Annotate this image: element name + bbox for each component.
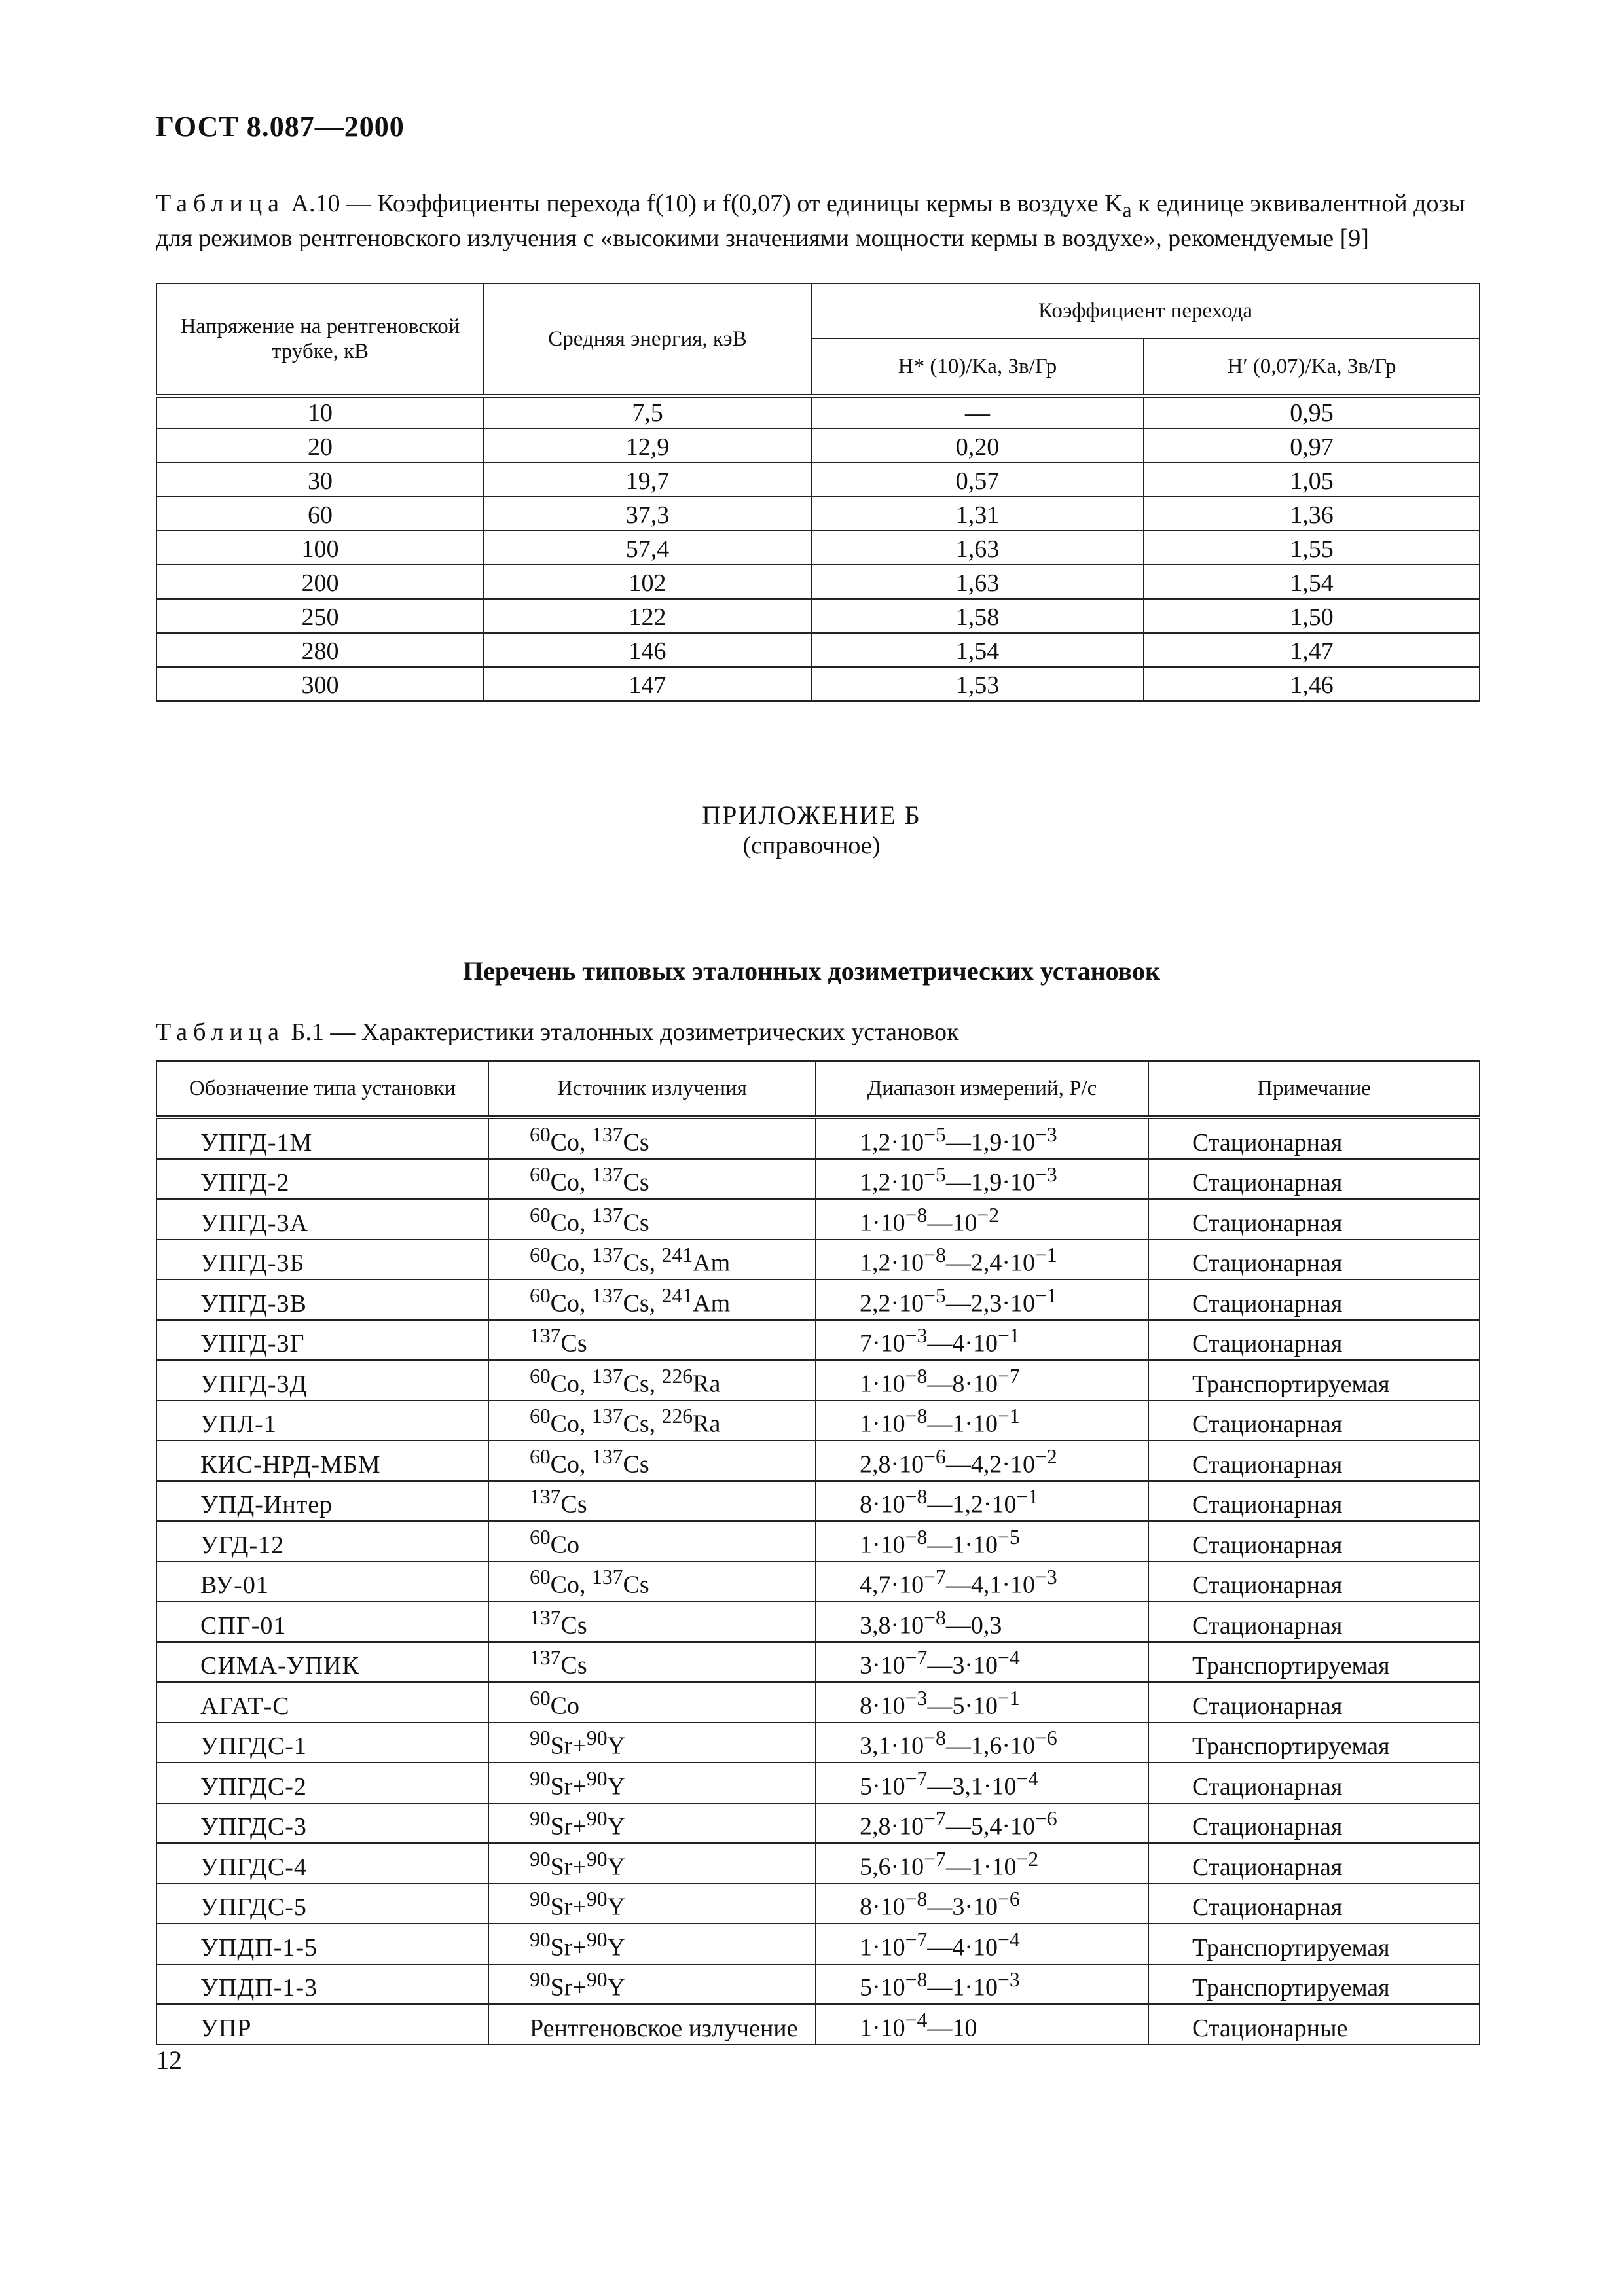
table-cell: УПГД-3Д xyxy=(156,1360,488,1401)
table-cell: 60 xyxy=(156,497,484,531)
dosimetry-installations-table xyxy=(156,1060,1480,2045)
table-row xyxy=(156,463,1480,497)
table-cell: 1,55 xyxy=(1144,531,1480,565)
table-row xyxy=(156,1682,1480,1723)
table-row xyxy=(156,2004,1480,2045)
table-cell: Стационарная xyxy=(1148,1682,1480,1723)
section-title: Перечень типовых эталонных дозиметрических установок xyxy=(462,956,1161,986)
header-voltage: Напряжение на рентгеновской трубке, кВ xyxy=(156,283,484,396)
table-cell: $^{60}$Co, $^{137}$Cs, $^{241}$Am xyxy=(488,1280,816,1320)
table-cell: 1,31 xyxy=(811,497,1144,531)
table-cell: $5,6\cdot 10^{-7}—1\cdot 10^{-2}$ xyxy=(816,1843,1148,1884)
table-row xyxy=(156,1320,1480,1361)
table-cell: 10 xyxy=(156,396,484,429)
table-cell: $^{90}$Sr+$^{90}$Y xyxy=(488,1924,816,1964)
table-row xyxy=(156,1280,1480,1320)
table-cell: УПГД-3Г xyxy=(156,1320,488,1361)
table-cell: УПГДС-4 xyxy=(156,1843,488,1884)
table-row xyxy=(156,1360,1480,1401)
table-row xyxy=(156,1843,1480,1884)
table-row xyxy=(156,1723,1480,1763)
table-cell: 1,46 xyxy=(1144,667,1480,701)
page-header: ГОСТ 8.087—2000 xyxy=(156,111,405,143)
table-cell: Стационарная xyxy=(1148,1562,1480,1602)
table-cell: 1,53 xyxy=(811,667,1144,701)
table-cell: 0,95 xyxy=(1144,396,1480,429)
table-row xyxy=(156,396,1480,429)
header-installation-type: Обозначение типа установки xyxy=(156,1061,488,1117)
table-cell: Стационарная xyxy=(1148,1602,1480,1642)
table-cell: АГАТ-С xyxy=(156,1682,488,1723)
table-cell: Стационарная xyxy=(1148,1401,1480,1441)
table-cell: $^{60}$Co, $^{137}$Cs xyxy=(488,1199,816,1240)
table-row xyxy=(156,1884,1480,1924)
table-cell: 1,36 xyxy=(1144,497,1480,531)
table-cell: 146 xyxy=(484,633,811,667)
table-cell: $^{137}$Cs xyxy=(488,1642,816,1683)
table-b-caption-lead: Таблица xyxy=(156,1018,285,1046)
table-cell: 1,58 xyxy=(811,599,1144,633)
table-cell: УПГД-2 xyxy=(156,1159,488,1200)
table-row xyxy=(156,1562,1480,1602)
table-cell: $^{60}$Co, $^{137}$Cs xyxy=(488,1117,816,1159)
table-cell: Рентгеновское излучение xyxy=(488,2004,816,2045)
table-cell: КИС-НРД-МБМ xyxy=(156,1441,488,1481)
table-cell: $^{60}$Co, $^{137}$Cs, $^{226}$Ra xyxy=(488,1401,816,1441)
table-cell: Стационарная xyxy=(1148,1117,1480,1159)
table-cell: 280 xyxy=(156,633,484,667)
table-cell: Стационарная xyxy=(1148,1884,1480,1924)
table-cell: 12,9 xyxy=(484,429,811,463)
table-row xyxy=(156,1763,1480,1803)
table-cell: Транспортируемая xyxy=(1148,1924,1480,1964)
table-cell: 200 xyxy=(156,565,484,599)
table-cell: Стационарная xyxy=(1148,1521,1480,1562)
table-row xyxy=(156,1642,1480,1683)
table-cell: $1,2\cdot 10^{-5}—1,9\cdot 10^{-3}$ xyxy=(816,1159,1148,1200)
table-cell: Стационарная xyxy=(1148,1199,1480,1240)
table-row xyxy=(156,633,1480,667)
table-cell: 1,63 xyxy=(811,531,1144,565)
table-cell: $1\cdot 10^{-8}—10^{-2}$ xyxy=(816,1199,1148,1240)
annex-title: ПРИЛОЖЕНИЕ Б xyxy=(702,800,921,830)
table-a-caption-text: А.10 — Коэффициенты перехода f(10) и f(0,07) от единицы кермы в воздухе K xyxy=(285,190,1123,217)
table-row xyxy=(156,1521,1480,1562)
table-row xyxy=(156,667,1480,701)
table-cell: УПГДС-5 xyxy=(156,1884,488,1924)
table-row xyxy=(156,429,1480,463)
table-cell: $^{60}$Co, $^{137}$Cs, $^{226}$Ra xyxy=(488,1360,816,1401)
table-row xyxy=(156,1924,1480,1964)
table-cell: $8\cdot 10^{-8}—3\cdot 10^{-6}$ xyxy=(816,1884,1148,1924)
table-cell: УПДП-1-3 xyxy=(156,1964,488,2005)
table-cell: $^{137}$Cs xyxy=(488,1320,816,1361)
table-b-caption-text: Б.1 — Характеристики эталонных дозиметрических установок xyxy=(285,1018,959,1046)
table-cell: СИМА-УПИК xyxy=(156,1642,488,1683)
table-cell: $8\cdot 10^{-3}—5\cdot 10^{-1}$ xyxy=(816,1682,1148,1723)
table-row xyxy=(156,565,1480,599)
table-row xyxy=(156,1401,1480,1441)
header-energy: Средняя энергия, кэВ xyxy=(484,283,811,396)
table-cell: Стационарная xyxy=(1148,1481,1480,1522)
table-row xyxy=(156,1117,1480,1159)
table-cell: $2,8\cdot 10^{-7}—5,4\cdot 10^{-6}$ xyxy=(816,1803,1148,1844)
table-cell: $^{137}$Cs xyxy=(488,1481,816,1522)
table-a-caption xyxy=(156,190,1478,252)
table-cell: УПГД-1М xyxy=(156,1117,488,1159)
table-cell: 1,05 xyxy=(1144,463,1480,497)
table-cell: $^{90}$Sr+$^{90}$Y xyxy=(488,1803,816,1844)
header-measurement-range: Диапазон измерений, Р/с xyxy=(816,1061,1148,1117)
table-cell: Стационарные xyxy=(1148,2004,1480,2045)
table-cell: $1\cdot 10^{-7}—4\cdot 10^{-4}$ xyxy=(816,1924,1148,1964)
table-cell: $^{60}$Co, $^{137}$Cs xyxy=(488,1562,816,1602)
table-cell: Стационарная xyxy=(1148,1240,1480,1280)
table-cell: Стационарная xyxy=(1148,1763,1480,1803)
table-cell: УПР xyxy=(156,2004,488,2045)
table-cell: УПГДС-2 xyxy=(156,1763,488,1803)
table-row xyxy=(156,1964,1480,2005)
table-cell: Стационарная xyxy=(1148,1320,1480,1361)
table-cell: $^{60}$Co xyxy=(488,1682,816,1723)
table-cell: УПГДС-1 xyxy=(156,1723,488,1763)
table-cell: Транспортируемая xyxy=(1148,1723,1480,1763)
table-row xyxy=(156,1441,1480,1481)
table-cell: СПГ-01 xyxy=(156,1602,488,1642)
table-cell: $3\cdot 10^{-7}—3\cdot 10^{-4}$ xyxy=(816,1642,1148,1683)
table-cell: $^{90}$Sr+$^{90}$Y xyxy=(488,1884,816,1924)
table-row xyxy=(156,1240,1480,1280)
table-cell: 20 xyxy=(156,429,484,463)
table-cell: 19,7 xyxy=(484,463,811,497)
table-cell: $^{60}$Co, $^{137}$Cs xyxy=(488,1441,816,1481)
table-cell: УПЛ-1 xyxy=(156,1401,488,1441)
table-cell: $1\cdot 10^{-8}—8\cdot 10^{-7}$ xyxy=(816,1360,1148,1401)
table-cell: 1,47 xyxy=(1144,633,1480,667)
table-cell: $1,2\cdot 10^{-8}—2,4\cdot 10^{-1}$ xyxy=(816,1240,1148,1280)
table-cell: 1,54 xyxy=(811,633,1144,667)
table-cell: Стационарная xyxy=(1148,1843,1480,1884)
table-cell: $1\cdot 10^{-4}—10$ xyxy=(816,2004,1148,2045)
header-h10: H* (10)/Kа, Зв/Гр xyxy=(811,338,1144,396)
table-cell: $^{90}$Sr+$^{90}$Y xyxy=(488,1763,816,1803)
table-row xyxy=(156,1803,1480,1844)
table-cell: 102 xyxy=(484,565,811,599)
table-cell: УПГД-3А xyxy=(156,1199,488,1240)
annex-subtitle: (справочное) xyxy=(742,832,881,859)
table-cell: $1,2\cdot 10^{-5}—1,9\cdot 10^{-3}$ xyxy=(816,1117,1148,1159)
table-cell: 100 xyxy=(156,531,484,565)
table-row xyxy=(156,1159,1480,1200)
table-row xyxy=(156,1199,1480,1240)
table-a-caption-lead: Таблица xyxy=(156,190,285,217)
table-cell: $3,1\cdot 10^{-8}—1,6\cdot 10^{-6}$ xyxy=(816,1723,1148,1763)
table-a-caption-tail: к единице эквивалентной дозы для режимов рентгеновского излучения с «высокими значениями мощности кермы в воздухе», рекомендуемые [9] xyxy=(156,190,1465,252)
table-row xyxy=(156,531,1480,565)
conversion-coefficients-table xyxy=(156,283,1480,702)
table-cell: УПГД-3Б xyxy=(156,1240,488,1280)
table-cell: 300 xyxy=(156,667,484,701)
table-cell: 147 xyxy=(484,667,811,701)
table-cell: $2,8\cdot 10^{-6}—4,2\cdot 10^{-2}$ xyxy=(816,1441,1148,1481)
table-cell: 1,50 xyxy=(1144,599,1480,633)
table-cell: $5\cdot 10^{-7}—3,1\cdot 10^{-4}$ xyxy=(816,1763,1148,1803)
table-cell: 37,3 xyxy=(484,497,811,531)
table-row xyxy=(156,1481,1480,1522)
table-cell: 30 xyxy=(156,463,484,497)
table-cell: 0,20 xyxy=(811,429,1144,463)
table-cell: 1,63 xyxy=(811,565,1144,599)
table-cell: $^{90}$Sr+$^{90}$Y xyxy=(488,1723,816,1763)
table-cell: $1\cdot 10^{-8}—1\cdot 10^{-1}$ xyxy=(816,1401,1148,1441)
table-cell: 7,5 xyxy=(484,396,811,429)
table-cell: Стационарная xyxy=(1148,1441,1480,1481)
table-cell: $7\cdot 10^{-3}—4\cdot 10^{-1}$ xyxy=(816,1320,1148,1361)
table-cell: 0,57 xyxy=(811,463,1144,497)
table-a-caption-sub: а xyxy=(1122,198,1132,222)
table-cell: УПГДС-3 xyxy=(156,1803,488,1844)
table-cell: $8\cdot 10^{-8}—1,2\cdot 10^{-1}$ xyxy=(816,1481,1148,1522)
table-cell: Транспортируемая xyxy=(1148,1360,1480,1401)
table-cell: $2,2\cdot 10^{-5}—2,3\cdot 10^{-1}$ xyxy=(816,1280,1148,1320)
table-cell: Стационарная xyxy=(1148,1159,1480,1200)
table-cell: 1,54 xyxy=(1144,565,1480,599)
table-cell: $4,7\cdot 10^{-7}—4,1\cdot 10^{-3}$ xyxy=(816,1562,1148,1602)
table-cell: УПДП-1-5 xyxy=(156,1924,488,1964)
table-row xyxy=(156,1602,1480,1642)
table-cell: Стационарная xyxy=(1148,1803,1480,1844)
table-cell: $1\cdot 10^{-8}—1\cdot 10^{-5}$ xyxy=(816,1521,1148,1562)
table-cell: 250 xyxy=(156,599,484,633)
table-cell: УГД-12 xyxy=(156,1521,488,1562)
table-row xyxy=(156,497,1480,531)
table-cell: Транспортируемая xyxy=(1148,1964,1480,2005)
table-cell: $^{137}$Cs xyxy=(488,1602,816,1642)
table-cell: УПД-Интер xyxy=(156,1481,488,1522)
table-cell: $^{90}$Sr+$^{90}$Y xyxy=(488,1843,816,1884)
table-cell: УПГД-3В xyxy=(156,1280,488,1320)
table-cell: $^{90}$Sr+$^{90}$Y xyxy=(488,1964,816,2005)
table-cell: Стационарная xyxy=(1148,1280,1480,1320)
table-cell: $^{60}$Co xyxy=(488,1521,816,1562)
table-row xyxy=(156,599,1480,633)
header-radiation-source: Источник излучения xyxy=(488,1061,816,1117)
table-cell: $^{60}$Co, $^{137}$Cs xyxy=(488,1159,816,1200)
table-cell: $^{60}$Co, $^{137}$Cs, $^{241}$Am xyxy=(488,1240,816,1280)
table-cell: Транспортируемая xyxy=(1148,1642,1480,1683)
table-cell: — xyxy=(811,396,1144,429)
table-cell: 122 xyxy=(484,599,811,633)
table-cell: $3,8\cdot 10^{-8}—0,3$ xyxy=(816,1602,1148,1642)
table-cell: 0,97 xyxy=(1144,429,1480,463)
table-cell: ВУ-01 xyxy=(156,1562,488,1602)
header-h007: H′ (0,07)/Kа, Зв/Гр xyxy=(1144,338,1480,396)
header-note: Примечание xyxy=(1148,1061,1480,1117)
header-coefficient: Коэффициент перехода xyxy=(811,283,1480,338)
table-cell: $5\cdot 10^{-8}—1\cdot 10^{-3}$ xyxy=(816,1964,1148,2005)
page-number: 12 xyxy=(156,2045,182,2075)
table-b-caption xyxy=(156,1018,1478,1046)
table-cell: 57,4 xyxy=(484,531,811,565)
